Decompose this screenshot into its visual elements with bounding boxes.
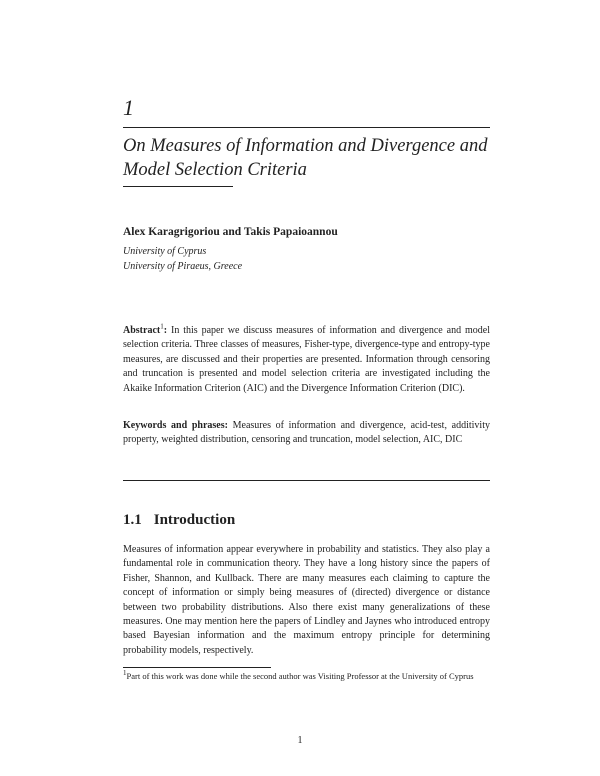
abstract <box>123 324 490 396</box>
keywords-text: Measures of information and divergence, acid-test, additivity property, weighted distribution, censoring and truncation, model selection, AIC, DIC <box>123 420 490 446</box>
keywords-label: Keywords and phrases: <box>123 420 228 431</box>
footnote-mark: 1 <box>123 669 127 678</box>
footnote-rule <box>123 667 271 668</box>
title-rule-short <box>123 186 233 187</box>
page-number: 1 <box>297 735 303 746</box>
abstract-footnote-mark: 1 <box>160 322 164 331</box>
affiliation-1: University of Cyprus <box>123 246 207 257</box>
keywords <box>123 419 490 448</box>
author-names: Alex Karagrigoriou and Takis Papaioannou <box>123 226 338 238</box>
footnote-text: Part of this work was done while the second author was Visiting Professor at the University of Cyprus <box>126 671 474 681</box>
section-title: Introduction <box>153 512 236 528</box>
chapter-number: 1 <box>123 95 134 120</box>
section-divider <box>123 480 490 481</box>
chapter-title: On Measures of Information and Divergence and Model Selection Criteria <box>123 136 488 180</box>
introduction-paragraph: Measures of information appear everywhere in probability and statistics. They also play a fundamental role in communication theory. They have a long history since the papers of Fisher, Shannon, and Kullback. There are many measures each claiming to capture the concept of information or simply being measures of (directed) divergence or distance between two probability distributions. Also there exist many generalizations of these measures. One may mention here the papers of Lindley and Jaynes who introduced entropy based Bayesian information and the maximum entropy principle for determining probability models, respectively. <box>123 544 490 656</box>
title-rule-top <box>123 127 490 128</box>
footnote <box>123 671 490 683</box>
abstract-label: Abstract <box>123 325 161 336</box>
abstract-separator: : <box>163 325 168 336</box>
abstract-text: In this paper we discuss measures of information and divergence and model selection criteria. Three classes of measures, Fisher-type, divergence-type and entropy-type measures, are discussed and their properties are presented. Information through censoring and truncation is presented and model selection criteria are investigated including the Akaike Information Criterion (AIC) and the Divergence Information Criterion (DIC). <box>123 325 490 394</box>
section-heading <box>123 512 235 529</box>
section-number: 1.1 <box>123 512 142 528</box>
affiliation-2: University of Piraeus, Greece <box>123 261 243 272</box>
